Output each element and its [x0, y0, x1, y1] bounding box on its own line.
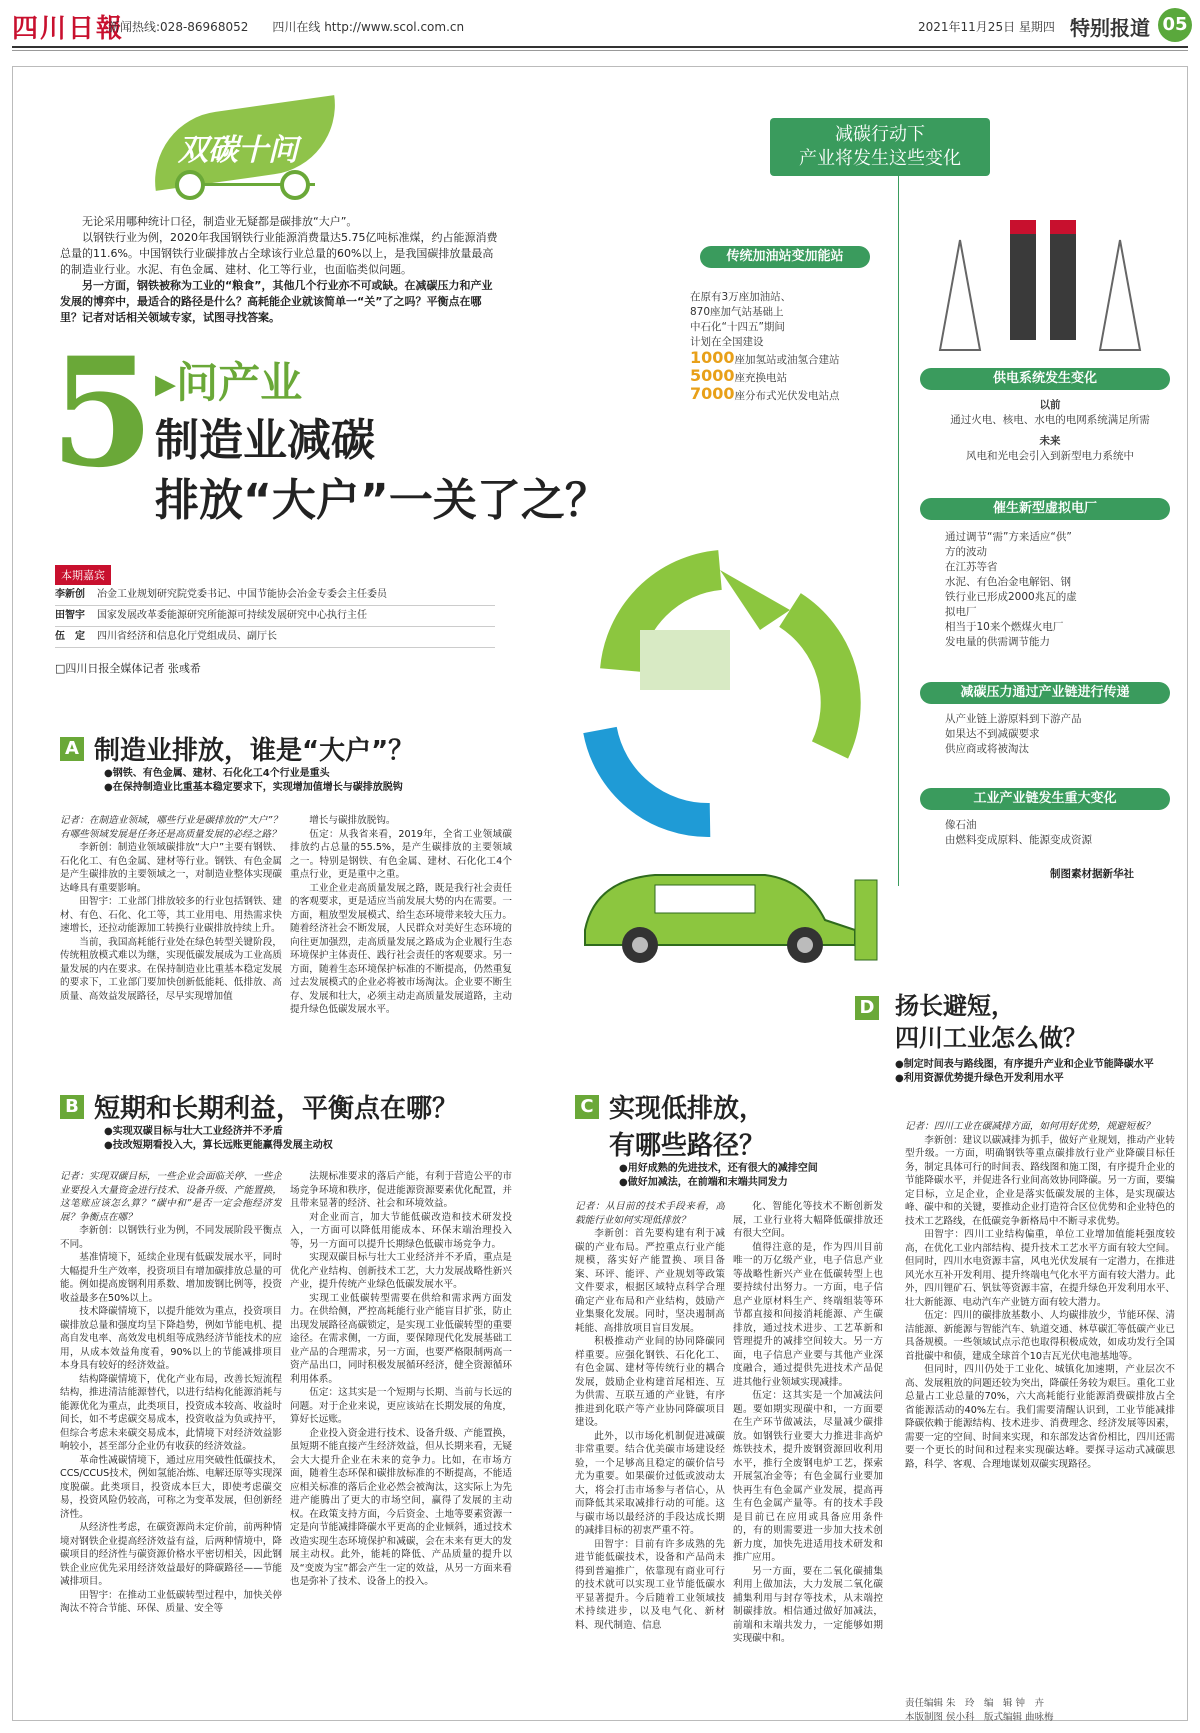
- panel-title: 减碳行动下 产业将发生这些变化: [770, 118, 990, 176]
- intro-text: 无论采用哪种统计口径，制造业无疑都是碳排放“大户”。 以钢铁行业为例，2020年我国钢铁行业能源消费量达5.75亿吨标准煤，约占能源消费总量的11.6%。中国钢铁行业碳排放占全球该行业总量的60%以上，是我国碳排放量最高的制造业行业。水泥、有色金属、建材、化工等行业，也面临类似问题。 另一方面，钢铁被称为工业的“粮食”，其他几个行业亦不可或缺。在减碳压力和产业发展的博弈中，最适合的路径是什么？高耗能企业就该简单一“关”了之吗？平衡点在哪里？记者对话相关领域专家，试图寻找答案。: [60, 215, 498, 324]
- headline-subtitle: ▸问产业: [155, 358, 303, 407]
- graphic-credit: 制图素材据新华社: [1050, 868, 1134, 880]
- section-d-col: 记者：四川工业在碳减排方面，如何用好优势，规避短板？ 李新创：建议以碳减排为抓手，做好产业规划，推动产业转型升级。一方面，明确钢铁等重点碳排放行业产业降碳目标任务，制定具体可行的时间表、路线图和施工图，有序提升企业的节能降碳水平，并促进各行业间高效协同降碳。另一方面，要编定目标，立足企业，企业是落实低碳发展的主体，是实现碳达峰、碳中和的关键，要推动企业打造符合区位优势和企业特色的技术工艺路线，在低碳竞争新格局中不断寻求优势。 田智宇：四川工业结构偏重，单位工业增加值能耗强度较高，在优化工业内部结构、提升技术工艺水平方面有较大空间。但同时，四川水电资源丰富，风电光伏发展有一定潜力，在推进风光水互补开发利用、提升终端电气化水平方面有较大潜力。此外，四川锂矿石、钒钛等资源丰富，在提升绿色开发利用水平、壮大新能源、电动汽车产业链方面有较大潜力。 伍定：四川的碳排放基数小、人均碳排放少，节能环保、清洁能源、新能源与智能汽车、轨道交通、林草碳汇等低碳产业已具备规模。一些领域试点示范也取得积极成效，如成功发行全国首批碳中和债，建成全球首个10吉瓦光伏电池基地等。 但同时，四川仍处于工业化、城镇化加速期，产业层次不高、发展粗放的问题还较为突出，降碳任务较为艰巨。重化工业总量占工业总量的70%，六大高耗能行业能源消费碳排放占全省能源活动的40%左右。我们需要清醒认识到，工业节能减排降碳依赖于能源结构、技术进步、消费理念、经济发展等因素，需要一定的空间、时间来实现，和东部发达省份相比，四川还需要一个更长的时间和过程来实现碳达峰。要探寻运动式减碳思路，科学、客观、合理地谋划双碳实现路径。: [905, 1121, 1175, 1470]
- section-letter: A: [60, 737, 84, 761]
- series-title: 双碳十问: [178, 133, 298, 168]
- section-a-header: A 制造业排放，谁是“大户”？ ●钢铁、有色金属、建材、石化化工4个行业是重头 ●在保持制造业比重基本稳定要求下，实现增加值增长与碳排放脱钩: [60, 730, 520, 795]
- issue-date: 2021年11月25日 星期四: [918, 20, 1055, 34]
- headline-number: 5: [50, 325, 155, 501]
- header-rule-thin: [12, 50, 1188, 51]
- website-link[interactable]: 四川在线 http://www.scol.com.cn: [272, 20, 465, 34]
- industry-change-banner: 工业产业链发生重大变化: [920, 788, 1170, 810]
- virtual-plant-text: 通过调节“需”方来适应“供” 方的波动 在江苏等省 水泥、有色冶金电解铝、钢 铁行业已形成2000兆瓦的虚 拟电厂 相当于10来个燃煤火电厂 发电量的供需调节能力: [945, 531, 1077, 648]
- panel-connector-line: [898, 176, 899, 886]
- chain-pressure-banner: 减碳压力通过产业链进行传递: [920, 682, 1170, 704]
- electric-car-icon: [565, 840, 885, 970]
- power-plant-icon: [930, 200, 1170, 360]
- section-b-header: B 短期和长期利益，平衡点在哪？ ●实现双碳目标与壮大工业经济并不矛盾 ●技改短期看投入大，算长远账更能赢得发展主动权: [60, 1088, 520, 1153]
- section-b-col2: 法规标准要求的落后产能，有利于营造公平的市场竞争环境和秩序，促进能源资源要素优化配置，并且带来显著的经济、社会和环境效益。 对企业而言，加大节能低碳改造和技术研发投入，一方面可以降低用能成本、环保末端治理投入等，另一方面可以提升长期绿色低碳市场竞争力。 实现双碳目标与壮大工业经济并不矛盾，重点是优化产业结构、创新技术工艺，大力发展战略性新兴产业，提升传统产业绿色低碳发展水平。 实现工业低碳转型需要在供给和需求两方面发力。在供给侧，严控高耗能行业产能盲目扩张，防止出现发展路径高碳锁定，是实现工业低碳转型的重要途径。在需求侧，一方面，要保障现代化发展基础工业产品的合理需求，另一方面，也要严格限制两高一资产品出口，同时积极发展循环经济，健全资源循环利用体系。 伍定：这其实是一个短期与长期、当前与长远的问题。对于企业来说，更应该站在长期发展的角度，算好长远账。 企业投入资金进行技术、设备升级、产能置换，虽短期不能直接产生经济效益，但从长期来看，无疑会大大提升企业在未来的竞争力。比如，在市场方面，随着生态环保和碳排放标准的不断提高，不能适应相关标准的落后企业必然会被淘汰，这实际上为先进产能腾出了更大的市场空间，赢得了发展的主动权。在政策支持方面，今后资金、土地等要素资源一定是向节能减排降碳水平更高的企业倾斜，通过技术改造实现生态环境保护和减碳，会在未来有更大的发展主动权。此外，能耗的降低、产品质量的提升以及“变废为宝”都会产生一定的效益，从另一方面来看也是弥补了技术、设备上的投入。: [290, 1171, 512, 1587]
- gas-station-banner: 传统加油站变加能站: [700, 246, 870, 268]
- headline-line2: 排放“大户”一关了之？: [155, 475, 609, 526]
- gas-station-text: 在原有3万座加油站、 870座加气站基础上 中石化“十四五”期间 计划在全国建设 1000座加氢站或油氢合建站 5000座充换电站 7000座分布式光伏发电站点: [690, 291, 840, 403]
- virtual-plant-banner: 催生新型虚拟电厂: [920, 498, 1170, 520]
- chain-pressure-text: 从产业链上游原料到下游产品 如果达不到减碳要求 供应商或将被淘汰: [945, 713, 1082, 755]
- editor-credits: 责任编辑 朱 玲 编 辑 钟 卉 本版制图 侯小科 版式编辑 曲咏梅: [905, 1698, 1054, 1723]
- power-system-banner: 供电系统发生变化: [920, 368, 1170, 390]
- recycle-landscape-illustration: [560, 550, 890, 870]
- guest-box: [55, 564, 495, 648]
- header-rule: [12, 46, 1188, 48]
- newspaper-logo: 四川日報: [12, 14, 125, 44]
- headline-line1: 制造业减碳: [155, 415, 375, 466]
- hotline-and-site: 新闻热线:028-86968052 四川在线 http://www.scol.com.cn: [108, 20, 465, 34]
- guest-row: 田智宇 国家发展改革委能源研究所能源可持续发展研究中心执行主任: [55, 606, 495, 627]
- reporter-byline: □四川日报全媒体记者 张彧希: [55, 662, 201, 675]
- section-b-col1: 记者：实现双碳目标，一些企业会面临关停、一些企业要投入大量资金进行技术、设备升级、产能置换，这笔账应该怎么算？“碳中和”是否一定会拖经济发展？争衡点在哪？ 李新创：以钢铁行业为例，不同发展阶段平衡点不同。 基准情境下，延续企业现有低碳发展水平，同时大幅提升生产效率，投资项目有增加碳排放总量的可能。例如提高废钢利用系数、增加废钢比例等，投资收益最多在50%以上。 技术降碳情境下，以提升能效为重点，投资项目碳排放总量和强度均呈下降趋势，例如节能电机、提高自发电率、高效发电机组等成熟经济节能技术的应用，从成本效益角度看，90%以上的节能减排项目本身具有较好的经济效益。 结构降碳情境下，优化产业布局，改善长短流程结构，推进清洁能源替代，以进行结构化能源消耗与能源优化为重点，此类项目，投资成本较高、收益时间长，如不考虑碳交易成本，投资收益为负或持平，但综合考虑未来碳交易成本，此情境下对经济效益影响较小，甚至部分企业仍有收获的经济效益。 革命性减碳情境下，通过应用突破性低碳技术，CCS/CCUS技术，例如氢能冶炼、电解还原等实现深度脱碳。此类项目，投资成本巨大，即使考虑碳交易，投资风险仍较高，可称之为变革发展，但创新经济性。 从经济性考虑，在碳资源尚未定价前，前两种情境对钢铁企业提高经济效益有益，后两种情境中，降碳项目的经济性与碳资源价格水平密切相关，因此钢铁企业应优先采用经济效益最好的降碳路径——节能减排项目。 田智宇：在推动工业低碳转型过程中，加快关停淘汰不符合节能、环保、质量、安全等: [60, 1171, 282, 1614]
- power-system-text: 以前 通过火电、核电、水电的电网系统满足所需 未来 风电和光电会引入到新型电力系统中: [950, 399, 1150, 462]
- section-c-header: C 实现低排放， 有哪些路径？ ●用好成熟的先进技术，还有很大的减排空间 ●做好加减法，在前端和末端共同发力: [575, 1088, 895, 1190]
- section-a-col1: 记者：在制造业领域，哪些行业是碳排放的“大户”？有哪些领域发展是任务还是高质量发展的必经之路？ 李新创：制造业领域碳排放“大户”主要有钢铁、石化化工、有色金属、建材等行业。钢铁、有色金属是产生碳排放的主要领域之一，对制造业整体实现碳达峰具有重要影响。 田智宇：工业部门排放较多的行业包括钢铁、建材、有色、石化、化工等，其工业用电、用热需求快速增长，还拉动能源加工转换行业碳排放持续上升。 当前，我国高耗能行业处在绿色转型关键阶段，传统粗放模式难以为继，实现低碳发展成为工业高质量发展的内在要求。在保持制造业比重基本稳定发展的要求下，工业部门要加快创新低能耗、低排放、高质量、高效益发展路径，尽早实现增加值: [60, 815, 282, 1002]
- section-name: 特别报道: [1070, 16, 1150, 40]
- section-c-col1: 记者：从目前的技术手段来看，高载能行业如何实现低排放？ 李新创：首先要构建有利于减碳的产业布局。严控重点行业产能规模，落实好产能置换、项目备案、环评、能评、产业规划等政策文件要求，根据区域特点科学合理确定产业布局和产业结构，鼓励产业集聚化发展。同时，坚决遏制高耗能、高排放项目盲目发展。 积极推动产业间的协同降碳同样重要。应强化钢铁、石化化工、有色金属、建材等传统行业的耦合发展，鼓励企业构建首尾相连、互为供需、互联互通的产业链，有序推进到化联产等产业协同降碳项目建设。 此外，以市场化机制促进减碳非常重要。结合优美碳市场建设经验，一个足够高且稳定的碳价信号尤为重要。如果碳价过低或波动太大，将会打击市场参与者信心，从而降低其采取减排行动的可能。这与碳市场以最经济的手段达成长期的减排目标的初衷严重不符。 田智宇：目前有许多成熟的先进节能低碳技术，设备和产品尚未得到普遍推广，依靠现有商业可行的技术就可以实现工业节能低碳水平显著提升。今后随着工业领域技术持续进步，以及电气化、新材料、现代制造、信息: [575, 1201, 725, 1631]
- page-number: 05: [1158, 8, 1192, 42]
- guest-row: 伍 定 四川省经济和信息化厅党组成员、副厅长: [55, 627, 495, 648]
- guest-row: 李新创 冶金工业规划研究院党委书记、中国节能协会冶金专委会主任委员: [55, 585, 495, 606]
- industry-change-text: 像石油 由燃料变成原料、能源变成资源: [945, 819, 1092, 846]
- section-title: 制造业排放，谁是“大户”？: [94, 736, 415, 766]
- wheel-icon: [280, 170, 310, 200]
- section-c-col2: 化、智能化等技术不断创新发展，工业行业将大幅降低碳排放还有很大空间。 值得注意的是，作为四川目前唯一的万亿级产业，电子信息产业等战略性新兴产业在低碳转型上也要持续付出努力。一方面，电子信息产业原材料生产、终端组装等环节都直接和间接消耗能源、产生碳排放，通过技术进步、工艺革新和管理提升的减排空间较大。另一方面，电子信息产业要与其他产业深度融合，通过提供先进技术产品促进其他行业领域实现减排。 伍定：这其实是一个加减法问题。要如期实现碳中和，一方面要在生产环节做减法，尽量减少碳排放。如钢铁行业要大力推进非高炉炼铁技术，提升废钢资源回收利用水平，推行全废钢电炉工艺，探索开展氢冶金等；有色金属行业要加快再生有色金属产业发展，提高再生有色金属产量等。有的技术手段是目前已在应用或具备应用条件的，有的则需要进一步加大技术创新力度，加快先进适用技术研发和推广应用。 另一方面，要在二氧化碳捕集利用上做加法，大力发展二氧化碳捕集利用与封存等技术，从末端控制碳排放。相信通过做好加减法，前端和末端共发力，一定能够如期实现碳中和。: [733, 1201, 883, 1644]
- guest-label: 本期嘉宾: [55, 565, 111, 585]
- section-d-header: D 扬长避短， 四川工业怎么做？ ●制定时间表与路线图，有序提升产业和企业节能降碳水平 ●利用资源优势提升绿色开发利用水平: [895, 990, 1195, 1086]
- wheel-icon: [175, 170, 205, 200]
- section-a-col2: 增长与碳排放脱钩。 伍定：从我省来看，2019年，全省工业领域碳排放约占总量的55.5%，是产生碳排放的主要领域之一。特别是钢铁、有色金属、建材、石化化工4个重点行业，更是重中之重。 工业企业走高质量发展之路，既是我行社会责任的客观要求，更是适应当前发展大势的内在需要。一方面，粗放型发展模式、给生态环境带来较大压力。随着经济社会不断发展，人民群众对美好生态环境的向往更加强烈，走高质量发展之路成为企业履行生态环境保护主体责任、践行社会责任的客观要求。另一方面，随着生态环境保护标准的不断提高，仍然重复过去发展模式的企业必将被市场淘汰。企业要不断生存、发展和壮大，必须主动走高质量发展道路，主动提升绿色低碳发展水平。: [290, 815, 512, 1015]
